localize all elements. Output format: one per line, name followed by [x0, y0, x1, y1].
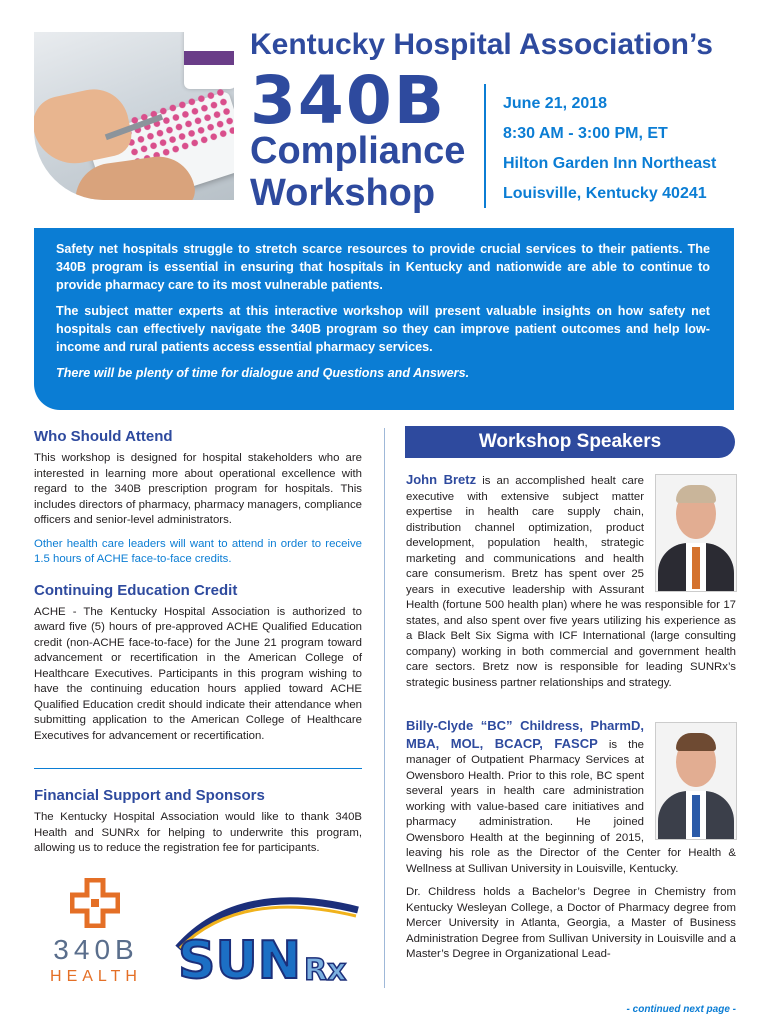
speaker-2-bio — [406, 718, 736, 963]
financial-support-heading: Financial Support and Sponsors — [34, 787, 265, 804]
continuing-education-body: ACHE - The Kentucky Hospital Association is authorized to award five (5) hours of pre-approved ACHE Qualified Education credit (non-ACHE face-to-face) for the June 21 program toward advancement or recertification in the American College of Healthcare Executives. Participants in this program wishing to have the continuing education hours applied toward ACHE Qualified Education credit should indicate their attendance when submitting application to the American College of Healthcare Executives for advancement or recertification. — [34, 605, 362, 742]
speaker-2-education: Dr. Childress holds a Bachelor’s Degree in Chemistry from Kentucky Wesleyan College, a Doctor of Pharmacy degree from Mercer University in Atlanta, Georgia, a Master of Business Administration Degree from Sullivan University in Louisville and a Master’s Degree in Organizational Lead- — [406, 886, 736, 960]
financial-support-body: The Kentucky Hospital Association would like to thank 340B Health and SUNRx for helping to underwrite this program, allowing us to reduce the registration fee for participants. — [34, 811, 362, 854]
who-should-attend-body: This workshop is designed for hospital stakeholders who are interested in learning more about operational excellence with regard to the 340B prescription program for hospitals. This includes directors of pharmacy, pharmacy managers, compliance officers and senior-level administrators. — [34, 452, 362, 526]
speaker-2-text: is the manager of Outpatient Pharmacy Services at Owensboro Health. Prior to this role, BC spent several years in health care administration working with value-based care initiatives and pharmacy administration. He joined Owensboro Health at the beginning of 2015, leaving his role as the Director of the Center for Health & Wellness at Sullivan University in Louisville, Kentucky. — [406, 738, 736, 875]
intro-paragraph-2: The subject matter experts at this interactive workshop will present valuable insights on how safety net hospitals can effectively navigate the 340B program so they can improve patient outcomes and help low-income and rural patients access essential pharmacy services. — [56, 304, 710, 354]
title-340b: 340B — [250, 62, 447, 139]
medical-cross-icon — [70, 878, 120, 928]
intro-banner — [34, 228, 734, 410]
event-time: 8:30 AM - 3:00 PM, ET — [503, 125, 668, 142]
header-divider — [484, 84, 486, 208]
left-column — [34, 428, 362, 865]
continuing-education-heading: Continuing Education Credit — [34, 581, 238, 599]
340b-health-logo-word: 340B — [53, 934, 139, 965]
intro-qa-note: There will be plenty of time for dialogue and Questions and Answers. — [56, 366, 470, 380]
event-venue: Hilton Garden Inn Northeast — [503, 155, 717, 172]
workshop-speakers-heading: Workshop Speakers — [405, 426, 735, 458]
sunrx-logo-rx: Rx — [304, 953, 347, 988]
340b-health-logo — [36, 878, 156, 988]
title-workshop: Workshop — [250, 172, 436, 214]
340b-health-logo-sub: HEALTH — [50, 968, 142, 985]
speaker-1-text: is an accomplished healt care executive with extensive subject matter expertise in health care supply chain, distribution channel optimization, product development, population health, strategic marketing and communications and health care consumerism. Bretz has spent over 25 years in executive leadership with Assurant Health (fortune 500 health plan) where he was responsible for 17 states, and also spent over five years utilizing his experience as a Black Belt Six Sigma with ICF International (large consulting company) working in both commercial and government health care sectors. Bretz now is responsible for leading SUNRx’s strategic business partner relationships and strategy. — [406, 475, 736, 689]
column-divider — [384, 428, 385, 988]
event-details — [503, 92, 716, 212]
speaker-2-name: Billy-Clyde “BC” Childress, PharmD, MBA, MOL, BCACP, FASCP — [406, 718, 644, 751]
header-photo-pharmacy — [34, 32, 234, 200]
sunrx-logo-word: SUN — [178, 931, 302, 990]
title-compliance: Compliance — [250, 130, 466, 172]
organization-title: Kentucky Hospital Association’s — [250, 28, 713, 61]
ache-credit-note: Other health care leaders will want to attend in order to receive 1.5 hours of ACHE face-to-face credits. — [34, 537, 362, 565]
intro-paragraph-1: Safety net hospitals struggle to stretch scarce resources to provide crucial services to their patients. The 340B program is essential in ensuring that hospitals in Kentucky and nationwide are able to continue to provide pharmacy care to its most vulnerable patients. — [56, 242, 710, 292]
continued-next-page: - continued next page - — [626, 1004, 736, 1015]
section-divider — [34, 768, 362, 769]
event-city: Louisville, Kentucky 40241 — [503, 185, 707, 202]
event-date: June 21, 2018 — [503, 95, 608, 112]
sunrx-logo — [168, 890, 366, 990]
speaker-1-bio — [406, 472, 736, 691]
who-should-attend-heading: Who Should Attend — [34, 428, 173, 445]
speaker-1-name: John Bretz — [406, 472, 477, 487]
